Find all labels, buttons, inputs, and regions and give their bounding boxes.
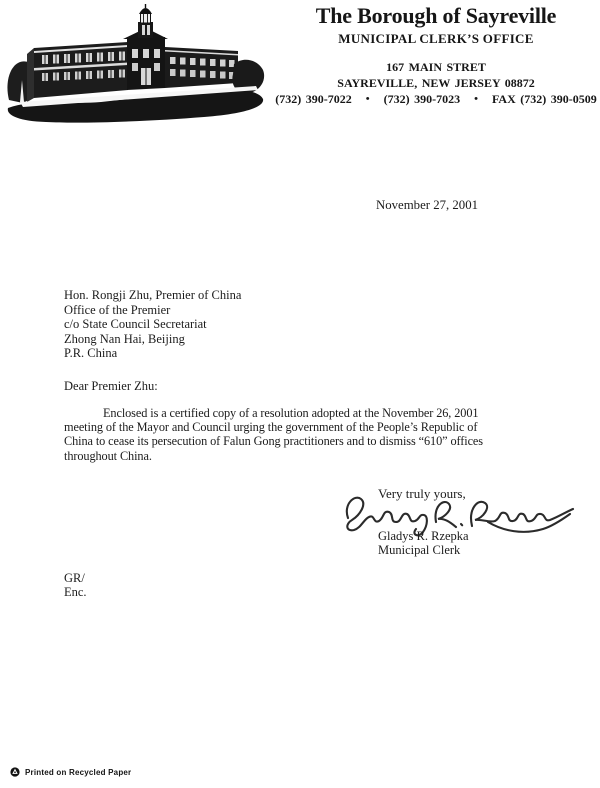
borough-hall-illustration <box>6 2 268 128</box>
city-state-zip: SAYREVILLE, NEW JERSEY 08872 <box>337 76 535 90</box>
body-line: throughout China. <box>64 448 152 463</box>
bullet-separator: • <box>365 93 370 105</box>
recycled-paper-note <box>10 767 131 777</box>
recipient-line: c/o State Council Secretariat <box>64 317 207 331</box>
recipient-line: Office of the Premier <box>64 302 171 317</box>
salutation: Dear Premier Zhu: <box>64 379 158 393</box>
letterhead <box>272 3 600 107</box>
recipient-line: P.R. China <box>64 346 118 360</box>
date-line: November 27, 2001 <box>376 198 479 212</box>
organization-name: The Borough of Sayreville <box>315 3 557 28</box>
phone-fax-line <box>272 91 600 107</box>
complimentary-closing: Very truly yours, <box>378 486 466 501</box>
signer-name: Gladys R. Rzepka <box>378 529 469 543</box>
bullet-separator: • <box>474 93 478 105</box>
recycled-paper-label: Printed on Recycled Paper <box>25 767 132 777</box>
recipient-line: Zhong Nan Hai, Beijing <box>64 331 185 346</box>
phone-number-1: (732) 390-7022 <box>275 92 352 106</box>
body-line: China to cease its persecution of Falun Gong practitioners and to dismiss “610” offices <box>64 434 483 449</box>
recycle-icon <box>10 767 20 777</box>
recipient-line: Hon. Rongji Zhu, Premier of China <box>64 288 242 302</box>
enclosure-notation: Enc. <box>64 585 87 599</box>
signer-title: Municipal Clerk <box>378 543 461 557</box>
body-paragraph <box>64 406 483 463</box>
body-line: meeting of the Mayor and Council urging the government of the People’s Republic of <box>64 420 478 435</box>
fax-number: FAX (732) 390-0509 <box>491 92 597 106</box>
phone-number-2: (732) 390-7023 <box>383 92 461 106</box>
reference-initials: GR/ <box>64 571 85 585</box>
office-name: MUNICIPAL CLERK’S OFFICE <box>338 31 534 46</box>
recipient-address <box>64 288 241 361</box>
street-address: 167 MAIN STRET <box>386 60 486 74</box>
body-line: Enclosed is a certified copy of a resolution adopted at the November 26, 2001 <box>103 406 479 420</box>
